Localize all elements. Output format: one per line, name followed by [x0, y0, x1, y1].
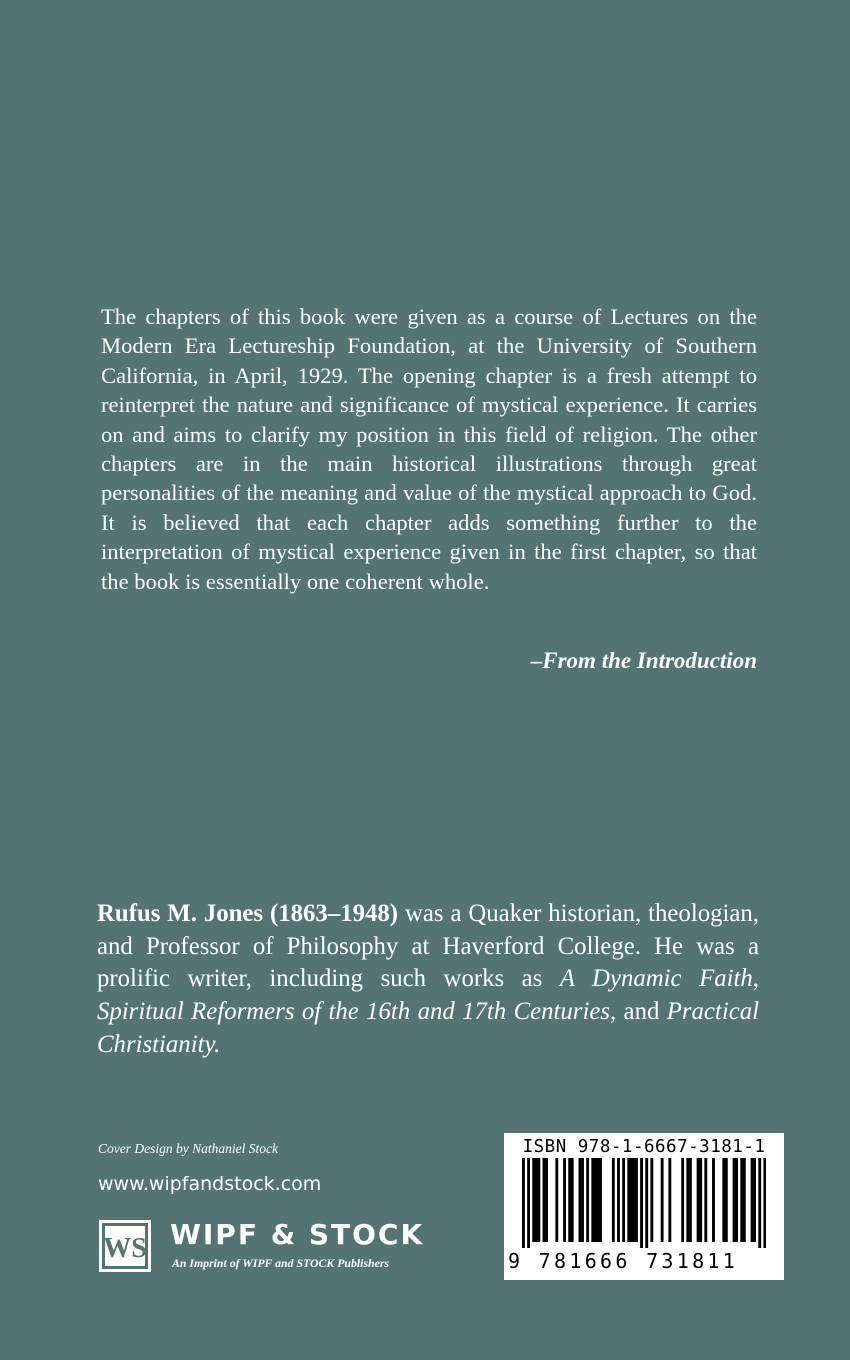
barcode-bar — [763, 1158, 766, 1248]
barcode-bar — [668, 1158, 671, 1242]
barcode-bar — [697, 1158, 700, 1242]
barcode-bar — [563, 1158, 566, 1242]
barcode-bar — [640, 1158, 643, 1248]
barcode-bar — [543, 1158, 546, 1242]
barcode-bar — [579, 1158, 582, 1242]
barcode-bar — [751, 1158, 754, 1242]
barcode-bar — [632, 1158, 635, 1242]
work-title-2: Spiritual Reformers of the 16th and 17th Centuries — [97, 998, 610, 1026]
publisher-name: WIPF & STOCK — [170, 1218, 425, 1251]
barcode-bars — [522, 1158, 766, 1248]
barcode-bar — [689, 1158, 692, 1242]
barcode-bar — [586, 1158, 589, 1242]
publisher-website: www.wipfandstock.com — [98, 1173, 322, 1195]
barcode-bar — [571, 1158, 574, 1242]
barcode-bar — [545, 1158, 548, 1242]
blurb-paragraph: The chapters of this book were given as a course of Lectures on the Modern Era Lectureship Foundation, at the University of Southern California, in April, 1929. The opening chapter is a fresh attempt to reinterpret the nature and significance of mystical experience. It carries on and aims to clarify my position in this field of religion. The other chapters are in the main historical illustrations through great personalities of the meaning and value of the mystical approach to God. It is believed that each chapter adds something further to the interpretation of mystical experience given in the first chapter, so that the book is essentially one coherent whole. — [101, 304, 757, 594]
author-bio: Rufus M. Jones (1863–1948) was a Quaker historian, theologian, and Professor of Philosophy at Haverford College. He was a prolific writer, including such works as A Dynamic Faith, Spiritual Reformers of the 16th and 17th Centuries, and Practical Christianity. — [97, 900, 760, 1058]
barcode-bar — [594, 1158, 597, 1242]
author-name: Rufus M. Jones (1863–1948) — [97, 900, 399, 927]
barcode-bar — [635, 1158, 638, 1242]
barcode-bar — [622, 1158, 625, 1242]
barcode-bar — [537, 1158, 540, 1242]
barcode-bar — [599, 1158, 602, 1242]
barcode-bar — [522, 1158, 525, 1248]
barcode-bar — [722, 1158, 725, 1242]
publisher-tagline: An Imprint of WIPF and STOCK Publishers — [172, 1256, 390, 1270]
isbn-barcode — [504, 1133, 784, 1280]
barcode-bar — [568, 1158, 571, 1242]
barcode-bar — [532, 1158, 535, 1242]
barcode-bar — [681, 1158, 684, 1242]
barcode-bar — [733, 1158, 736, 1242]
barcode-bar — [699, 1158, 702, 1242]
barcode-bar — [612, 1158, 615, 1242]
barcode-bar — [661, 1158, 664, 1242]
logo-letters: WS — [103, 1233, 147, 1264]
barcode-bar — [712, 1158, 715, 1242]
barcode-bar — [650, 1158, 653, 1242]
barcode-bar — [743, 1158, 746, 1242]
barcode-bar — [753, 1158, 756, 1242]
publisher-logo-icon — [99, 1220, 151, 1272]
bio-text: was a Quaker historian, theologian, and Professor of Philosophy at Haverford College. He was a prolific writer, including such works as — [97, 900, 760, 993]
barcode-bar — [725, 1158, 728, 1242]
barcode-bar — [630, 1158, 633, 1242]
barcode-bar — [758, 1158, 761, 1248]
work-title-3: Practical Christianity. — [97, 998, 760, 1058]
barcode-digits: 9 781666 731811 — [508, 1249, 739, 1273]
barcode-bar — [527, 1158, 530, 1248]
isbn-label: ISBN 978-1-6667-3181-1 — [522, 1137, 766, 1157]
barcode-bar — [645, 1158, 648, 1248]
barcode-bar — [581, 1158, 584, 1242]
barcode-bar — [535, 1158, 538, 1242]
barcode-bar — [686, 1158, 689, 1242]
barcode-bar — [555, 1158, 558, 1242]
barcode-bar — [627, 1158, 630, 1242]
cover-design-credit: Cover Design by Nathaniel Stock — [98, 1141, 278, 1156]
barcode-bar — [735, 1158, 738, 1242]
barcode-bar — [596, 1158, 599, 1242]
barcode-bar — [591, 1158, 594, 1242]
barcode-bar — [704, 1158, 707, 1242]
barcode-bar — [740, 1158, 743, 1242]
barcode-bar — [617, 1158, 620, 1242]
blurb-attribution: –From the Introduction — [530, 648, 757, 673]
work-title-1: A Dynamic Faith — [559, 965, 753, 993]
